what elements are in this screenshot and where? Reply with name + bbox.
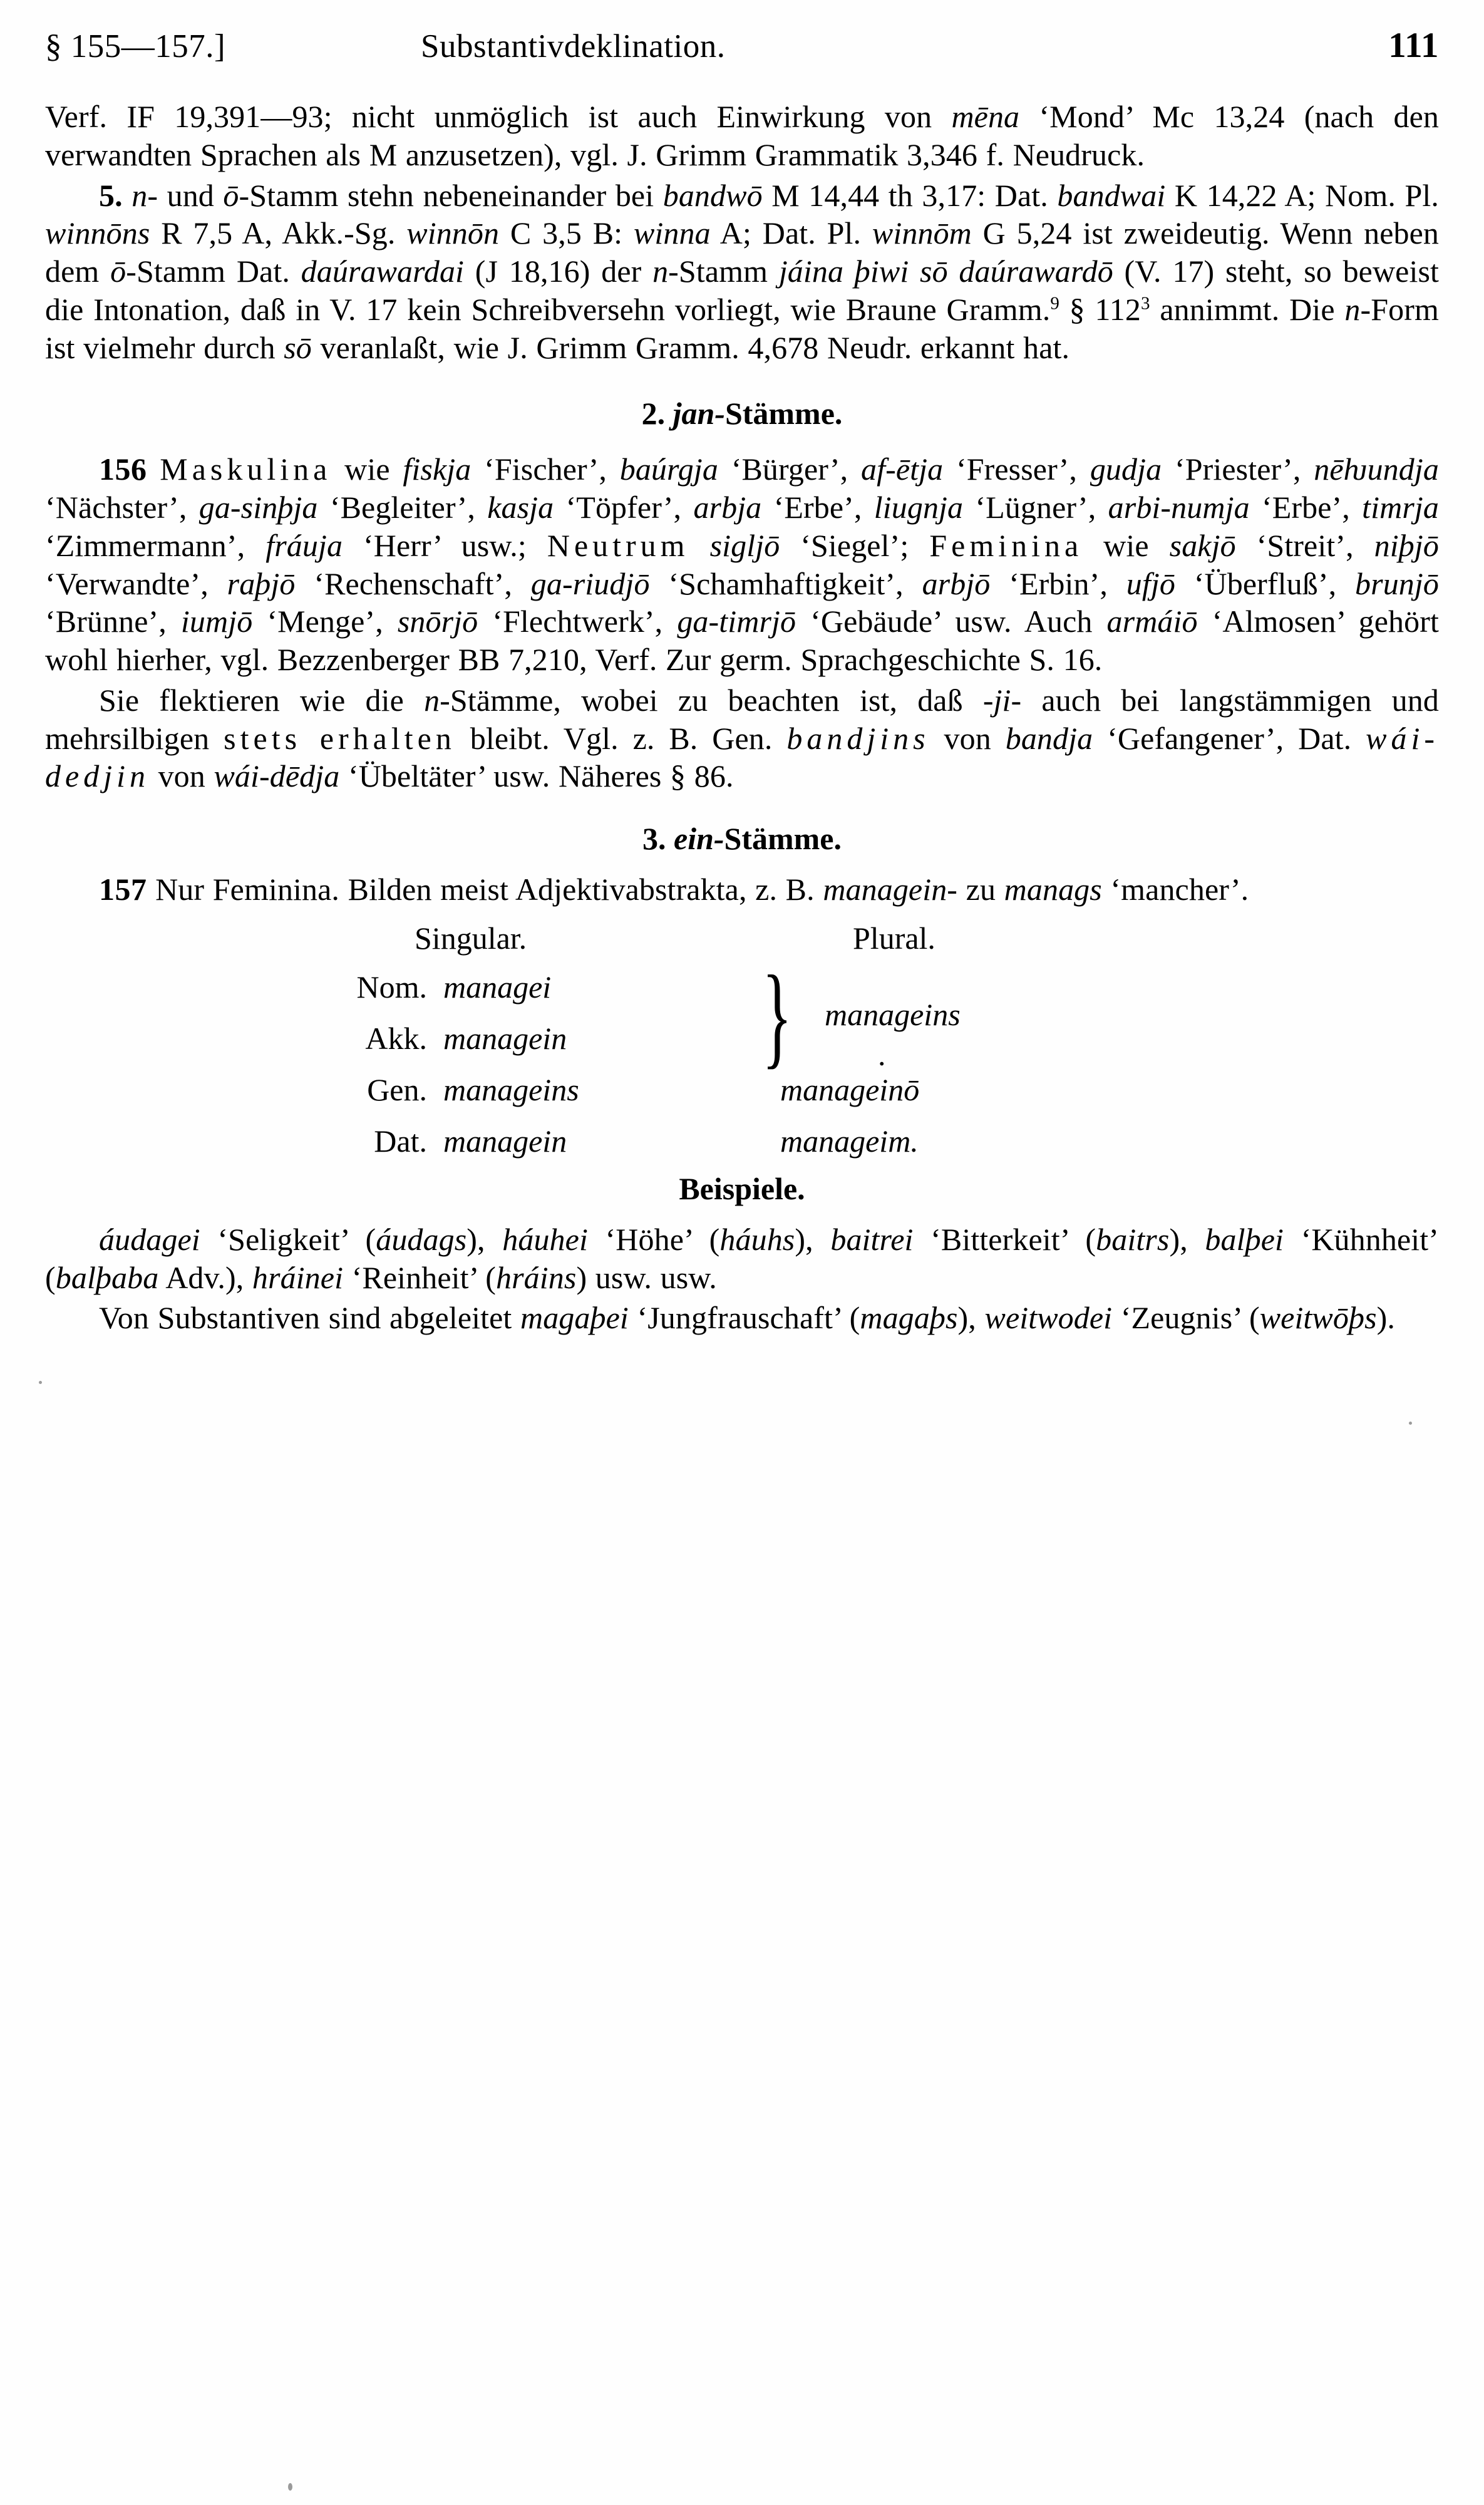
- text-run: ),: [957, 1300, 985, 1336]
- text-run: K 14,22 A; Nom. Pl.: [1165, 177, 1439, 213]
- text-run: Verf. IF 19,391—93; nicht unmöglich ist auch Einwirkung von: [45, 99, 952, 134]
- list-number: 5.: [99, 177, 132, 213]
- text-run: ‘Begleiter’,: [317, 490, 488, 525]
- gothic-term: sō: [284, 329, 312, 365]
- gothic-term: n-: [652, 254, 679, 289]
- singular-form: managei: [443, 969, 552, 1005]
- column-header-plural: Plural.: [853, 920, 935, 956]
- curly-brace-icon: }: [762, 951, 793, 1079]
- paragraph-157: [45, 870, 1439, 909]
- text-run: ‘Rechenschaft’,: [295, 566, 531, 601]
- heading-number: 2.: [641, 396, 673, 431]
- text-run: annimmt. Die: [1150, 291, 1345, 327]
- gothic-term: bandwō: [662, 177, 763, 213]
- gothic-term: sakjō: [1169, 527, 1236, 563]
- text-run: ‘Flechtwerk’,: [478, 604, 678, 639]
- text-run: ‘Erbe’,: [761, 490, 874, 525]
- gothic-term: fiskja: [403, 452, 471, 487]
- text-run: Form ist vielmehr durch: [45, 291, 1439, 365]
- gothic-term: n-: [1344, 291, 1371, 327]
- text-run: Stämme, wobei zu beachten ist, daß: [450, 682, 983, 718]
- scan-artifact: [1409, 1422, 1412, 1425]
- gothic-term: balþei: [1205, 1221, 1284, 1257]
- text-run: ) usw. usw.: [576, 1259, 717, 1295]
- heading-rest: Stämme.: [724, 821, 842, 856]
- text-run: A; Dat. Pl.: [710, 215, 872, 251]
- gothic-term: winna: [633, 215, 711, 251]
- gothic-term: baitrs: [1096, 1221, 1170, 1257]
- gothic-term: manags: [1004, 872, 1102, 907]
- text-run: ‘Reinheit’ (: [343, 1259, 497, 1295]
- text-run: ‘Siegel’;: [780, 527, 930, 563]
- gothic-term: ufjō: [1126, 566, 1175, 601]
- gothic-term: managein-: [823, 872, 958, 907]
- gothic-term: áudags: [376, 1221, 467, 1257]
- gothic-term: wái-dēdja: [214, 758, 340, 794]
- superscript-note: 3: [1140, 293, 1150, 314]
- text-run: veranlaßt, wie J. Grimm Gramm. 4,678 Neudr. erkannt hat.: [311, 329, 1070, 365]
- text-run: ‘Brünne’,: [45, 604, 181, 639]
- gothic-term: háuhs: [719, 1221, 795, 1257]
- text-run: ‘Kühnheit’ (: [45, 1221, 1439, 1295]
- scan-artifact: [288, 2483, 292, 2491]
- text-run: ‘mancher’.: [1101, 872, 1249, 907]
- text-run: ).: [1376, 1300, 1395, 1336]
- paragraph-156: [45, 450, 1439, 679]
- gothic-term: iumjō: [180, 604, 253, 639]
- gothic-term: kasja: [487, 490, 554, 525]
- text-run: ‘Seligkeit’ (: [200, 1221, 376, 1257]
- text-run: (J 18,16) der: [464, 254, 653, 289]
- gothic-term: arbjō: [922, 566, 991, 601]
- gothic-term: weitwōþs: [1259, 1300, 1377, 1336]
- gothic-term: timrja: [1362, 490, 1439, 525]
- text-run: ‘Bitterkeit’ (: [913, 1221, 1096, 1257]
- section-number-157: 157: [99, 872, 147, 907]
- case-label: Dat.: [374, 1123, 427, 1159]
- declension-paradigm-table: [45, 920, 1439, 1159]
- running-head: [45, 25, 1439, 75]
- text-run: (V. 17) steht, so beweist die Intonation, daß in V. 17 kein Schreibversehn vorliegt, wie Braune Gramm.: [45, 254, 1440, 327]
- text-run: ),: [466, 1221, 503, 1257]
- gothic-term: bandwai: [1057, 177, 1166, 213]
- gothic-term: ga-sinþja: [198, 490, 318, 525]
- text-run: ‘Überfluß’,: [1175, 566, 1356, 601]
- gothic-term: n-: [424, 682, 450, 718]
- text-run: Von Substantiven sind abgeleitet: [99, 1300, 520, 1336]
- gothic-term: snōrjō: [397, 604, 478, 639]
- text-run: ‘Jungfrauschaft’ (: [628, 1300, 860, 1336]
- column-header-singular: Singular.: [415, 920, 527, 956]
- text-run: wie: [1083, 527, 1170, 563]
- text-run: R 7,5 A, Akk.-Sg.: [150, 215, 407, 251]
- text-run: ‘Erbin’,: [990, 566, 1126, 601]
- gothic-term: sigljō: [709, 527, 780, 563]
- page-title: Substantivdeklination.: [421, 28, 726, 65]
- heading-beispiele: Beispiele.: [679, 1170, 805, 1206]
- paragraph-155-continuation: [45, 98, 1439, 174]
- text-run: G 5,24 ist zweideutig. Wenn neben dem: [45, 215, 1439, 289]
- paragraph-item-5: [45, 177, 1439, 367]
- gothic-term: armáiō: [1106, 604, 1198, 639]
- text-run: ),: [1169, 1221, 1205, 1257]
- case-label: Nom.: [356, 969, 427, 1005]
- text-run: ‘Priester’,: [1162, 452, 1314, 487]
- text-run: und: [158, 177, 224, 213]
- text-run: ‘Gebäude’ usw. Auch: [796, 604, 1107, 639]
- text-run: Adv.),: [158, 1259, 252, 1295]
- text-run: ‘Lügner’,: [963, 490, 1108, 525]
- gothic-term: niþjō: [1374, 527, 1439, 563]
- text-run: ‘Herr’ usw.;: [343, 527, 547, 563]
- gothic-term: ga-riudjō: [530, 566, 650, 601]
- text-run: ‘Fresser’,: [943, 452, 1090, 487]
- gothic-term: bandjins: [786, 720, 930, 756]
- text-run: -Stamm Dat.: [126, 254, 301, 289]
- text-run: von: [929, 720, 1006, 756]
- text-run: ),: [795, 1221, 831, 1257]
- gothic-term: mēna: [951, 99, 1020, 134]
- singular-form: managein: [443, 1020, 567, 1056]
- gothic-term: gudja: [1090, 452, 1162, 487]
- gothic-term: ga-timrjō: [677, 604, 796, 639]
- gothic-term: daúrawardai: [301, 254, 465, 289]
- paragraph-sie-flektieren: [45, 681, 1439, 795]
- text-run: ‘Fischer’,: [471, 452, 620, 487]
- gothic-term: háuhei: [502, 1221, 588, 1257]
- gothic-term: hráins: [496, 1259, 577, 1295]
- plural-form: manageinō: [780, 1072, 920, 1107]
- emphasis-stets-erhalten: stets erhalten: [224, 720, 456, 756]
- page-number: 111: [1388, 26, 1439, 65]
- table-row: [314, 1123, 919, 1159]
- header-section-range: § 155—157.]: [45, 28, 226, 65]
- text-run: ‘Höhe’ (: [587, 1221, 720, 1257]
- text-run: ‘Gefangener’, Dat.: [1093, 720, 1366, 756]
- gothic-term: baitrei: [830, 1221, 914, 1257]
- merged-plural-form: manageins: [825, 996, 961, 1032]
- paragraph-von-substantiven: [45, 1299, 1439, 1337]
- gothic-term: magaþs: [860, 1300, 958, 1336]
- text-run: ‘Almosen’ gehört wohl hierher, vgl. Bezzenberger BB 7,210, Verf. Zur germ. Sprachgeschichte S. 16.: [45, 604, 1439, 677]
- case-label: Akk.: [365, 1020, 427, 1056]
- superscript-note: 9: [1050, 293, 1059, 314]
- text-run: ‘Töpfer’,: [554, 490, 694, 525]
- gothic-term: baúrgja: [619, 452, 718, 487]
- gothic-term: balþaba: [55, 1259, 159, 1295]
- gothic-term: af-ētja: [860, 452, 944, 487]
- text-run: ‘Streit’,: [1235, 527, 1374, 563]
- text-run: ‘Nächster’,: [45, 490, 199, 525]
- gothic-term: winnōn: [406, 215, 500, 251]
- gothic-term: ō: [110, 254, 126, 289]
- gothic-term: magaþei: [520, 1300, 629, 1336]
- text-run: wie: [331, 452, 403, 487]
- emphasis-feminina: Feminina: [929, 527, 1083, 563]
- heading-rest: Stämme.: [724, 396, 843, 431]
- page-content: [45, 25, 1439, 1340]
- gothic-term: wái-dedjin: [45, 720, 1440, 794]
- text-run: Stamm: [678, 254, 779, 289]
- text-run: [689, 528, 710, 563]
- gothic-term: arbi-numja: [1108, 490, 1250, 525]
- singular-form: manageins: [443, 1072, 579, 1107]
- singular-form: managein: [443, 1123, 567, 1159]
- text-run: § 112: [1059, 291, 1141, 327]
- gothic-term: n-: [131, 177, 158, 213]
- heading-italic-part: ein-: [674, 821, 724, 856]
- text-run: ‘Zeugnis’ (: [1112, 1300, 1260, 1336]
- gothic-term: winnōm: [872, 215, 972, 251]
- text-run: auch bei langstämmigen und mehrsilbigen: [45, 682, 1439, 756]
- gothic-term: arbja: [693, 490, 762, 525]
- table-row: [314, 1072, 919, 1108]
- gothic-term: raþjō: [227, 566, 296, 601]
- heading-italic-part: jan-: [672, 396, 725, 431]
- gothic-term: weitwodei: [984, 1300, 1113, 1336]
- text-run: Nur Feminina. Bilden meist Adjektivabstrakta, z. B.: [147, 872, 823, 907]
- table-row: [314, 969, 744, 1005]
- gothic-term: jáina þiwi sō daúrawardō: [778, 254, 1113, 289]
- emphasis-neutrum: Neutrum: [547, 527, 689, 563]
- gothic-term: brunjō: [1355, 566, 1439, 601]
- plural-form: manageim.: [780, 1123, 919, 1159]
- heading-number: 3.: [642, 821, 674, 856]
- text-run: zu: [957, 872, 1004, 907]
- text-run: ‘Bürger’,: [718, 452, 861, 487]
- gothic-term: liugnja: [873, 490, 964, 525]
- emphasis-maskulina: Maskulina: [160, 452, 332, 487]
- gothic-term: bandja: [1005, 720, 1093, 756]
- section-number-156: 156: [99, 452, 147, 487]
- text-run: C 3,5 B:: [499, 215, 634, 251]
- heading-jan-staemme: [45, 395, 1439, 431]
- gothic-term: ō: [223, 177, 239, 213]
- text-run: ‘Menge’,: [252, 604, 398, 639]
- gothic-term: áudagei: [99, 1221, 200, 1257]
- gothic-term: nēƕundja: [1314, 452, 1439, 487]
- text-run: bleibt. Vgl. z. B. Gen.: [455, 720, 787, 756]
- gothic-term: winnōns: [45, 215, 150, 251]
- paragraph-beispiele: [45, 1221, 1439, 1297]
- text-run: ‘Zimmermann’,: [45, 527, 266, 563]
- text-run: -Stamm stehn nebeneinander bei: [239, 177, 663, 213]
- text-run: ‘Erbe’,: [1249, 490, 1363, 525]
- gothic-term: hráinei: [252, 1259, 344, 1295]
- gothic-term: fráuja: [265, 527, 343, 563]
- text-run: ‘Mond’ Mc 13,24 (nach den verwandten Sprachen als M anzusetzen), vgl. J. Grimm Grammatik 3,346 f. Neudruck.: [45, 99, 1440, 172]
- text-run: ‘Übeltäter’ usw. Näheres § 86.: [339, 758, 734, 794]
- text-run: ‘Verwandte’,: [45, 566, 227, 601]
- scan-artifact: [39, 1381, 42, 1384]
- text-run: ‘Schamhaftigkeit’,: [649, 566, 922, 601]
- text-run: von: [149, 758, 214, 794]
- gothic-term: -ji-: [982, 682, 1022, 718]
- heading-ein-staemme: [45, 820, 1439, 857]
- text-run: Sie flektieren wie die: [99, 682, 425, 718]
- text-run: M 14,44 th 3,17: Dat.: [762, 177, 1058, 213]
- table-row: [314, 1020, 744, 1056]
- merged-plural-dot: .: [878, 1036, 886, 1072]
- case-label: Gen.: [367, 1072, 427, 1107]
